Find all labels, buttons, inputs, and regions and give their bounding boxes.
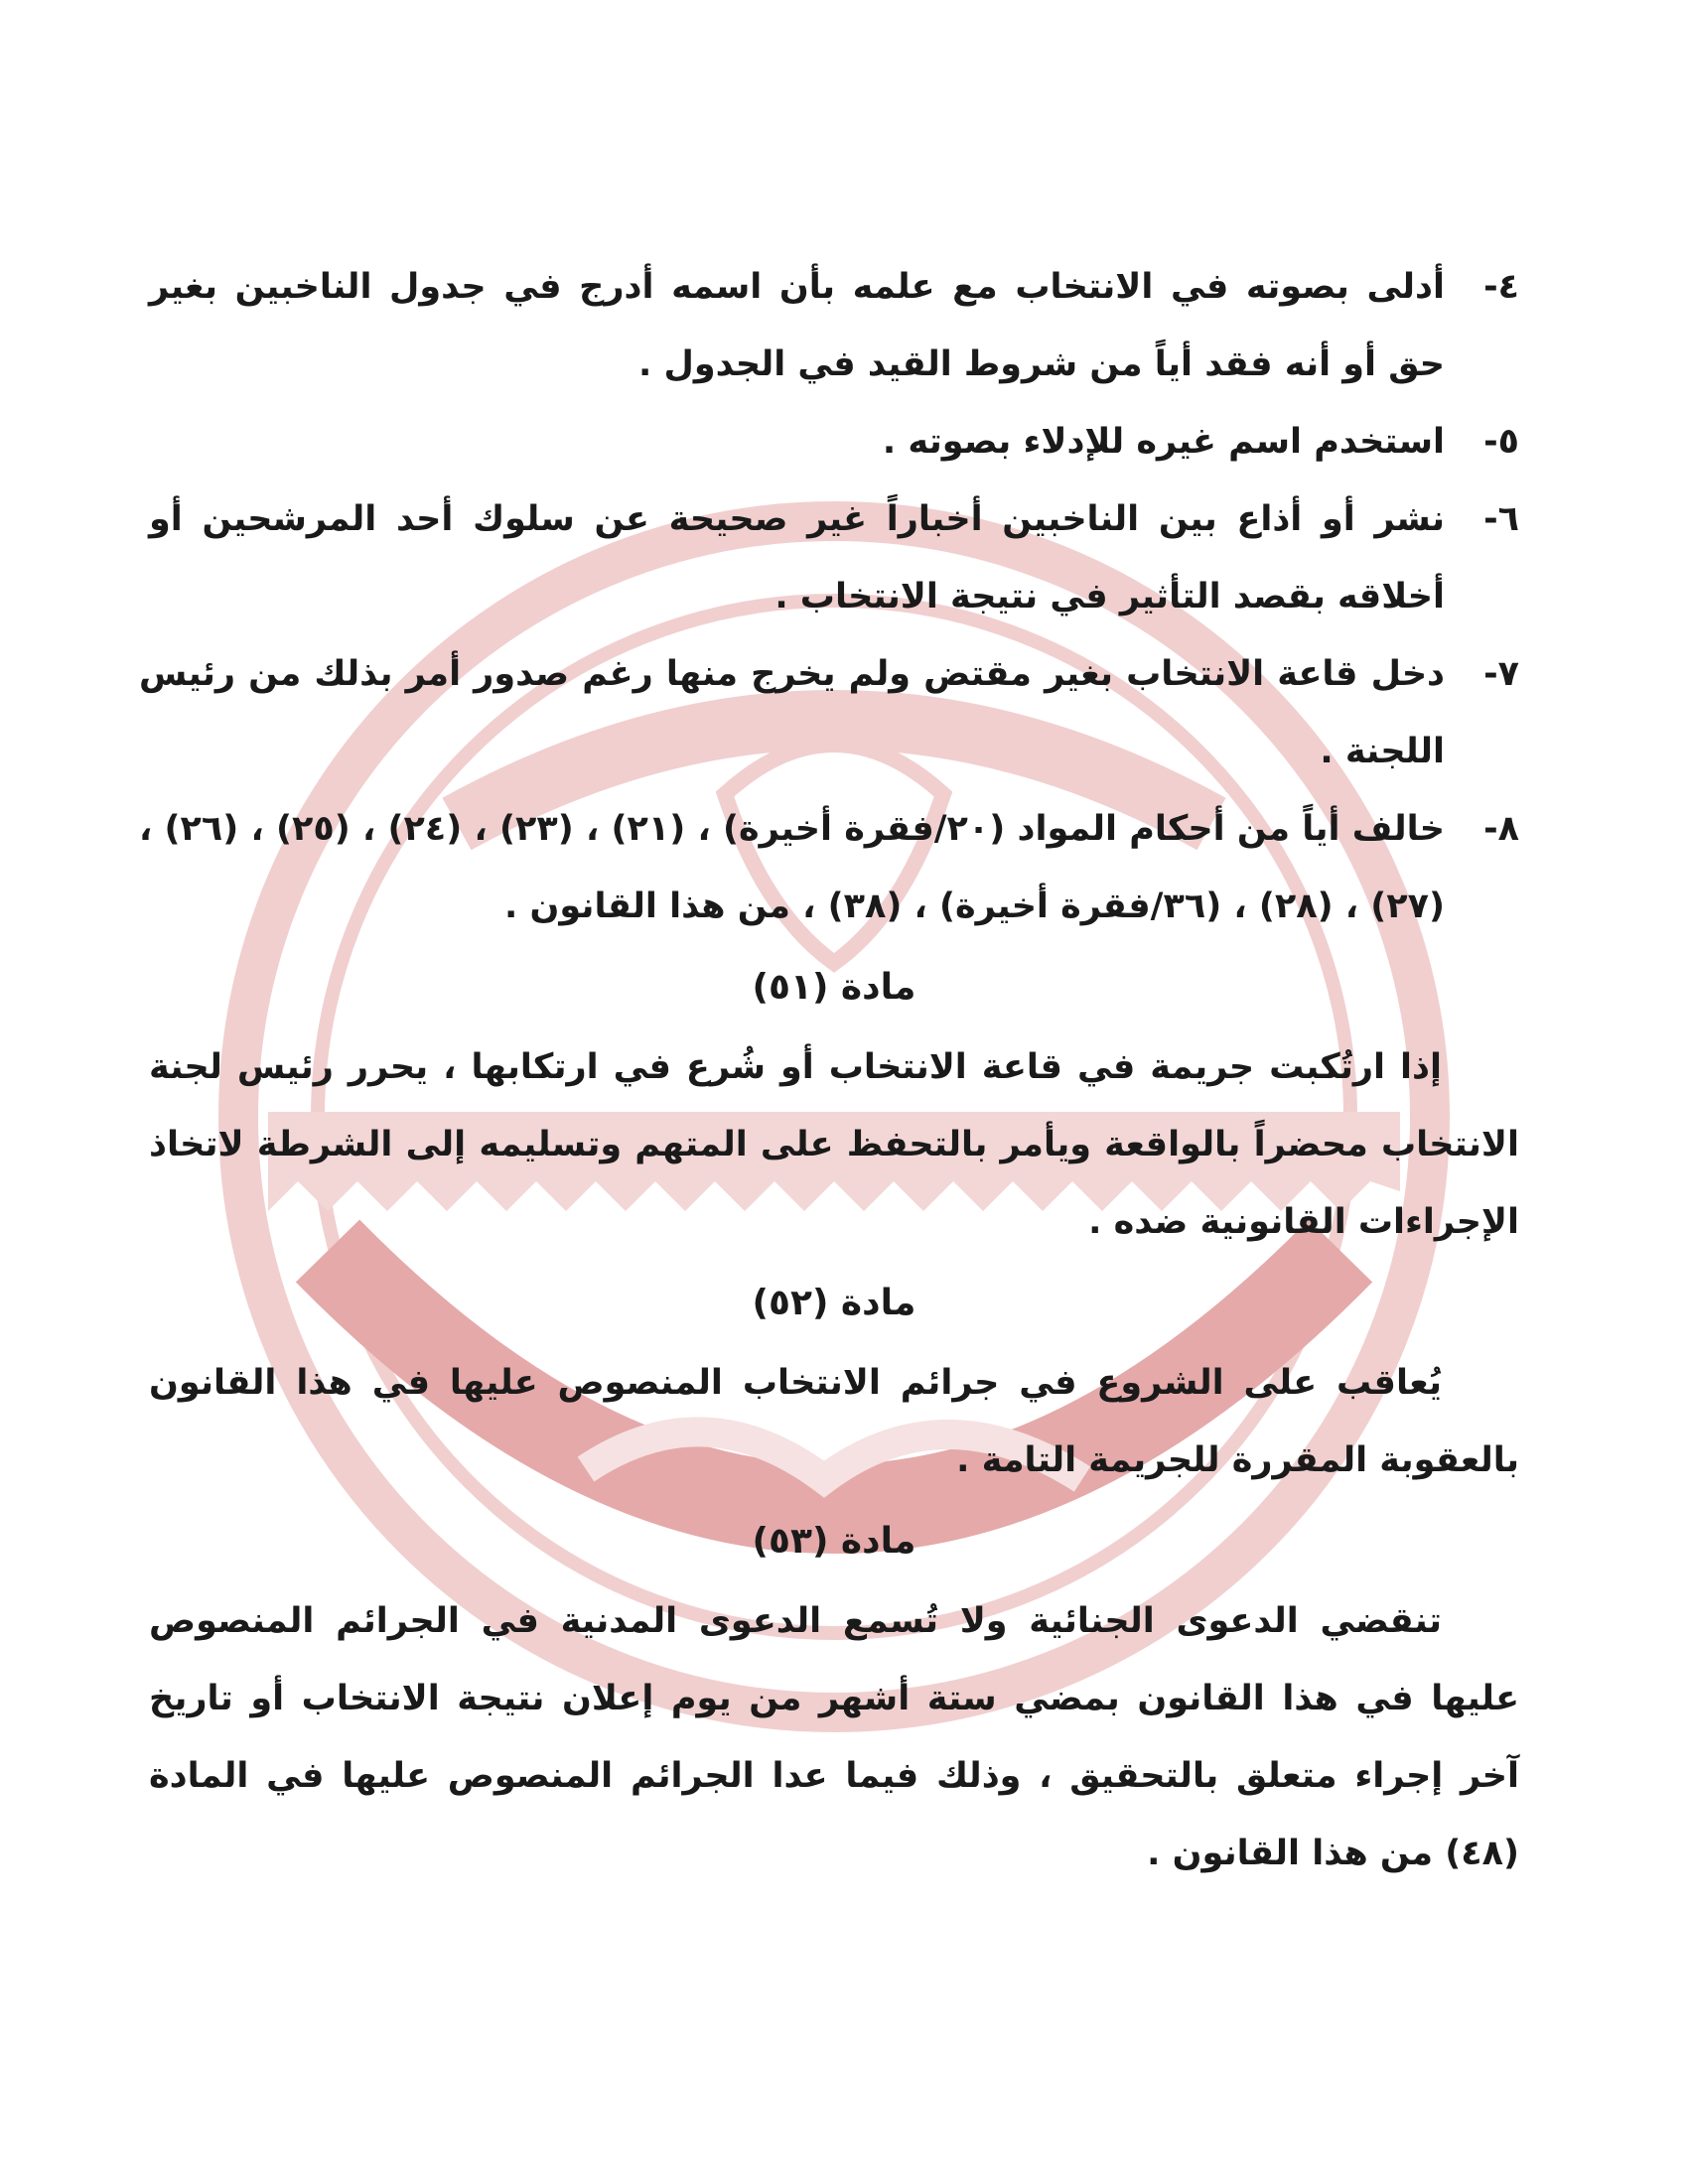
article-text: إذا ارتُكبت جريمة في قاعة الانتخاب أو شُرع في ارتكابها ، يحرر رئيس لجنة الانتخاب محضراً بالواقعة ويأمر بالتحفظ على المتهم وتسليمه إلى الشرطة لاتخاذ الإجراءات القانونية ضده . [149, 1047, 1519, 1242]
item-text: استخدم اسم غيره للإدلاء بصوته . [882, 422, 1445, 462]
item-text: أدلى بصوته في الانتخاب مع علمه بأن اسمه أدرج في جدول الناخبين بغير حق أو أنه فقد أياً من شروط القيد في الجدول . [149, 267, 1445, 384]
article-heading: مادة (٥١) [752, 967, 916, 1008]
article-text: تنقضي الدعوى الجنائية ولا تُسمع الدعوى المدنية في الجرائم المنصوص عليها في هذا القانون بمضي ستة أشهر من يوم إعلان نتيجة الانتخاب أو تاريخ آخر إجراء متعلق بالتحقيق ، وذلك فيما عدا الجرائم المنصوص عليها في المادة (٤٨) من هذا القانون . [149, 1601, 1519, 1873]
list-item [149, 248, 1519, 403]
document-page [139, 248, 1519, 1892]
list-item [139, 635, 1519, 790]
item-number: ٦- [1483, 499, 1519, 539]
list-item [139, 790, 1519, 945]
item-number: ٥- [1483, 422, 1519, 462]
article-heading: مادة (٥٣) [752, 1521, 916, 1562]
article-text: يُعاقب على الشروع في جرائم الانتخاب المنصوص عليها في هذا القانون بالعقوبة المقررة للجريمة التامة . [149, 1363, 1519, 1480]
item-text: دخل قاعة الانتخاب بغير مقتض ولم يخرج منها رغم صدور أمر بذلك من رئيس اللجنة . [139, 654, 1445, 771]
list-item [149, 403, 1519, 480]
article-heading: مادة (٥٢) [752, 1283, 916, 1323]
list-item [149, 480, 1519, 635]
item-number: ٨- [1483, 809, 1519, 849]
item-text: خالف أياً من أحكام المواد (٢٠/فقرة أخيرة) ، (٢١) ، (٢٣) ، (٢٤) ، (٢٥) ، (٢٦) ، (٢٧) ، (٢٨) ، (٣٦/فقرة أخيرة) ، (٣٨) ، من هذا القانون . [139, 809, 1445, 926]
item-text: نشر أو أذاع بين الناخبين أخباراً غير صحيحة عن سلوك أحد المرشحين أو أخلاقه بقصد التأثير في نتيجة الانتخاب . [149, 499, 1445, 616]
item-number: ٤- [1483, 267, 1519, 307]
item-number: ٧- [1483, 654, 1519, 694]
